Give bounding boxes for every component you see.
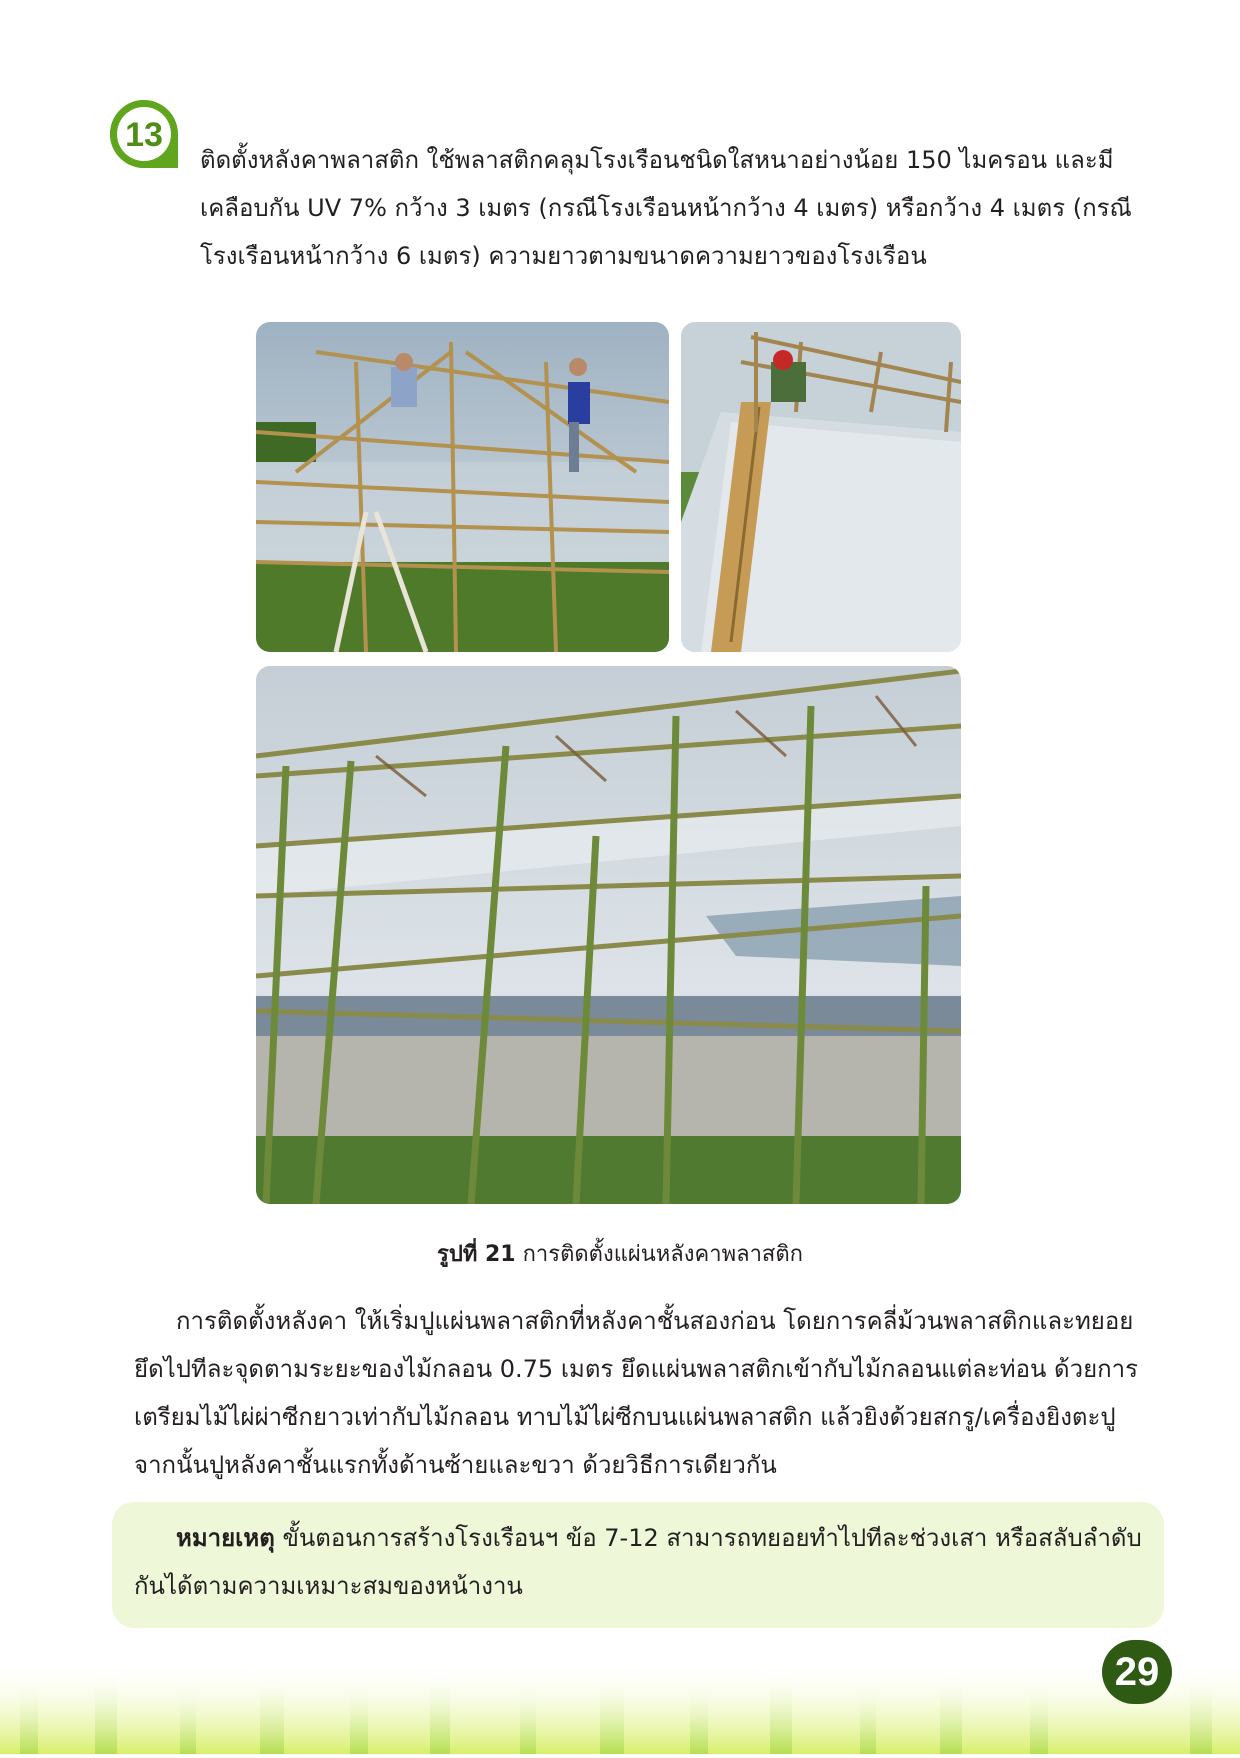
step-line: เคลือบกัน UV 7% กว้าง 3 เมตร (กรณีโรงเรือนหน้ากว้าง 4 เมตร) หรือกว้าง 4 เมตร (กรณี xyxy=(200,194,1132,222)
footer-bamboo-decoration xyxy=(0,1660,1240,1754)
body-paragraph xyxy=(134,1297,1144,1489)
note-line: กันได้ตามความเหมาะสมของหน้างาน xyxy=(134,1572,523,1600)
body-line: การติดตั้งหลังคา ให้เริ่มปูแผ่นพลาสติกที่หลังคาชั้นสองก่อน โดยการคลี่ม้วนพลาสติกและทยอย xyxy=(176,1307,1134,1335)
body-line: จากนั้นปูหลังคาชั้นแรกทั้งด้านซ้ายและขวา ด้วยวิธีการเดียวกัน xyxy=(134,1451,777,1479)
step-number-badge xyxy=(106,96,182,172)
note-box xyxy=(112,1502,1164,1628)
figure-caption-text: การติดตั้งแผ่นหลังคาพลาสติก xyxy=(522,1242,803,1267)
body-line: ยึดไปทีละจุดตามระยะของไม้กลอน 0.75 เมตร ยึดแผ่นพลาสติกเข้ากับไม้กลอนแต่ละท่อน ด้วยการ xyxy=(134,1355,1139,1383)
note-label: หมายเหตุ xyxy=(176,1524,275,1552)
photo-worker-laying-plastic xyxy=(681,322,961,652)
step-line: ติดตั้งหลังคาพลาสติก ใช้พลาสติกคลุมโรงเรือนชนิดใสหนาอย่างน้อย 150 ไมครอน และมี xyxy=(200,146,1114,174)
step-description xyxy=(200,136,1150,280)
figure-caption xyxy=(0,1236,1240,1271)
page-number: 29 xyxy=(1102,1640,1172,1704)
photo-greenhouse-plastic-roof xyxy=(256,666,961,1204)
body-line: เตรียมไม้ไผ่ผ่าซีกยาวเท่ากับไม้กลอน ทาบไม้ไผ่ซีกบนแผ่นพลาสติก แล้วยิงด้วยสกรู/เครื่องยิงตะปู xyxy=(134,1403,1116,1431)
step-line: โรงเรือนหน้ากว้าง 6 เมตร) ความยาวตามขนาดความยาวของโรงเรือน xyxy=(200,242,927,270)
figure-label: รูปที่ 21 xyxy=(437,1242,516,1267)
note-text-1: ขั้นตอนการสร้างโรงเรือนฯ ข้อ 7-12 สามารถทยอยทำไปทีละช่วงเสา หรือสลับลำดับ xyxy=(282,1524,1142,1552)
photo-workers-on-roof-frame xyxy=(256,322,669,652)
step-number: 13 xyxy=(125,116,163,154)
note-line xyxy=(134,1514,1144,1562)
